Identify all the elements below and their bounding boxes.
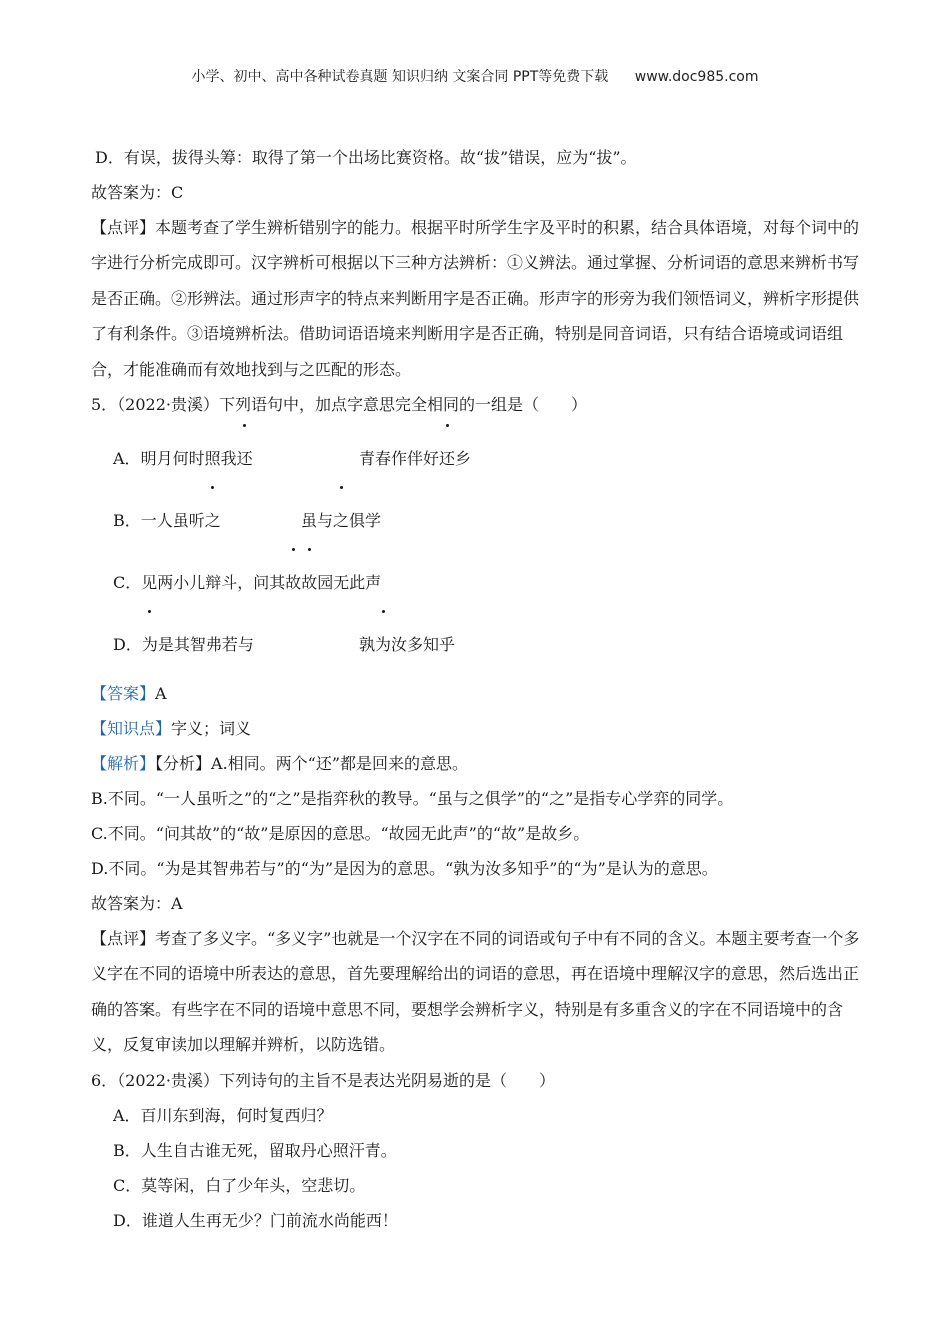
option-text: 一人虽听 [140,511,205,531]
analysis-first: 【分析】A.相同。两个“还”都是回来的意思。 [155,754,469,774]
q6-option-a[interactable]: A．百川东到海，何时复西归？ [113,1105,333,1125]
header-site[interactable]: www.doc985.com [634,69,759,85]
q4-final-answer: 故答案为：C [91,183,184,202]
q5-analysis [91,746,861,781]
option-text: 孰 [359,635,376,655]
q5-option-c[interactable] [91,552,861,614]
q5-answer [91,676,861,711]
option-text: 明月何时照我 [140,449,237,469]
option-text: 见两小儿辩斗，问其 [141,573,286,593]
header-text: 小学、初中、高中各种试卷真题 知识归纳 文案合同 PPT等免费下载 [191,69,609,85]
q5-option-a[interactable] [91,428,861,490]
dotted-char: 为 [142,614,158,676]
option-label: D． [113,635,142,655]
analysis-tag: 【解析】 [91,754,156,774]
q6-option-b[interactable]: B．人生自古谁无死，留取丹心照汗青。 [113,1140,397,1160]
q6-option-c[interactable]: C．莫等闲，白了少年头，空悲切。 [113,1175,366,1195]
document-body [91,140,861,1238]
answer-tag: 【答案】 [91,684,156,704]
option-text: 园无此声 [317,573,382,593]
dotted-char: 故 [301,552,317,614]
answer-value: A [155,684,167,704]
dotted-char: 还 [237,428,253,490]
option-second-phrase [359,428,471,490]
dotted-char: 之 [333,490,349,552]
option-text: 乡 [455,449,472,469]
option-label: C． [113,573,142,593]
option-text: 虽与 [301,511,334,531]
option-text: 俱学 [349,511,382,531]
option-second-phrase [359,614,455,676]
knowledge-tag: 【知识点】 [91,719,172,739]
option-text: 是其智弗若与 [157,635,254,655]
q5-analysis-line: B.不同。“一人虽听之”的“之”是指弈秋的教导。“虽与之俱学”的“之”是指专心学弈的同学。 [91,789,734,809]
dotted-char: 还 [439,428,455,490]
q5-stem: 5．（2022·贵溪）下列语句中，加点字意思完全相同的一组是（ ） [91,395,587,415]
q4-comment: 【点评】本题考查了学生辨析错别字的能力。根据平时所学生字及平时的积累，结合具体语境，对每个词中的字进行分析完成即可。汉字辨析可根据以下三种方法辨析：①义辨法。通过掌握、分析词语的意思来辨析书写是否正确。②形辨法。通过形声字的特点来判断用字是否正确。形声字的形旁为我们领悟词义，辨析字形提供了有利条件。③语境辨析法。借助词语语境来判断用字是否正确，特别是同音词语，只有结合语境或词语组合，才能准确而有效地找到与之匹配的形态。 [91,218,860,379]
dotted-char: 故 [285,552,301,614]
q6-stem: 6．（2022·贵溪）下列诗句的主旨不是表达光阴易逝的是（ ） [91,1070,555,1090]
q5-analysis-line: D.不同。“为是其智弗若与”的“为”是因为的意思。“孰为汝多知乎”的“为”是认为的意思。 [91,859,718,879]
q4-option-d-explanation: D．有误，拔得头筹：取得了第一个出场比赛资格。故“拔”错误，应为“拔”。 [95,148,637,167]
q5-final-answer: 故答案为：A [91,894,183,914]
option-text: 汝多知乎 [391,635,456,655]
knowledge-value: 字义；词义 [171,719,252,739]
dotted-char: 为 [375,614,391,676]
option-text: 青春作伴好 [359,449,440,469]
q5-analysis-line: C.不同。“问其故”的“故”是原因的意思。“故园无此声”的“故”是故乡。 [91,824,590,844]
q5-comment: 【点评】考查了多义字。“多义字”也就是一个汉字在不同的词语或句子中有不同的含义。本题主要考查一个多义字在不同的语境中所表达的意思，首先要理解给出的词语的意思，再在语境中理解汉字的意思，然后选出正确的答案。有些字在不同的语境中意思不同，要想学会辨析字义，特别是有多重含义的字在不同语境中的含义，反复审读加以理解并辨析，以防选错。 [91,929,860,1055]
page-header [0,66,950,86]
option-label: B． [113,511,141,531]
q5-option-b[interactable] [91,490,861,552]
dotted-char: 之 [205,490,221,552]
q5-knowledge-point [91,711,861,746]
q5-option-d[interactable] [91,614,861,676]
option-second-phrase [301,490,381,552]
option-label: A． [113,449,141,469]
q6-option-d[interactable]: D．谁道人生再无少？门前流水尚能西！ [113,1210,398,1230]
